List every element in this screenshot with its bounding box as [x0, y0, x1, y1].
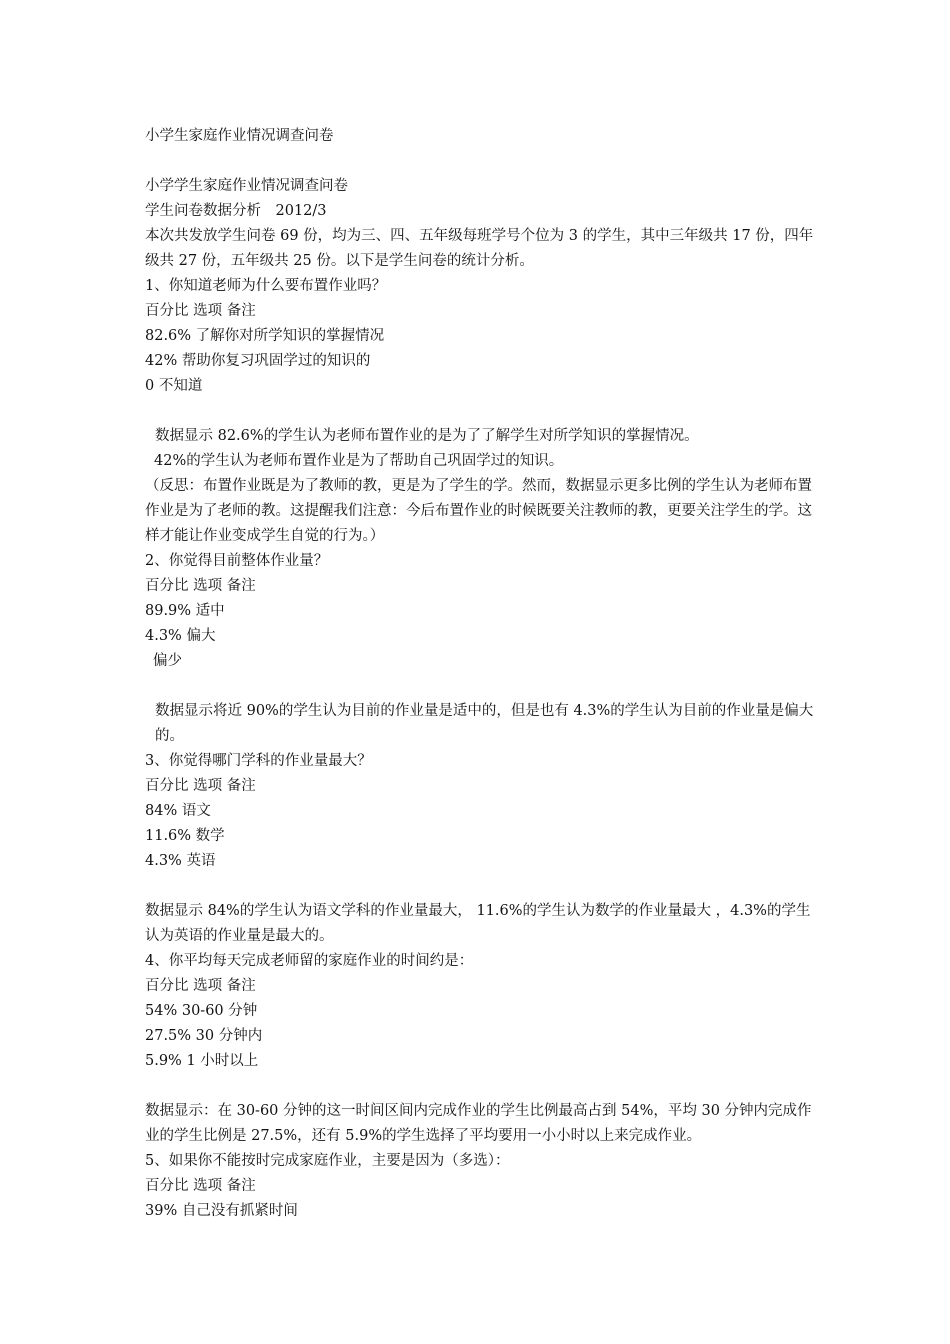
- q1-row-3: 0 不知道: [145, 378, 203, 394]
- q4-row-1: 54% 30-60 分钟: [145, 1003, 258, 1019]
- document-title: 小学生家庭作业情况调查问卷: [145, 128, 334, 144]
- q2-table-header: 百分比 选项 备注: [145, 578, 256, 594]
- q2-row-1: 89.9% 适中: [145, 603, 225, 619]
- q5-table-header: 百分比 选项 备注: [145, 1178, 256, 1194]
- q1-reflection: （反思：布置作业既是为了教师的教，更是为了学生的学。然而，数据显示更多比例的学生认为老师布置作业是为了老师的教。这提醒我们注意：今后布置作业的时候既要关注教师的教，更要关注学生的学。这样才能让作业变成学生自觉的行为。）: [145, 478, 812, 544]
- q1-question: 1、你知道老师为什么要布置作业吗？: [145, 278, 387, 294]
- q2-row-2: 4.3% 偏大: [145, 628, 216, 644]
- analysis-header: 学生问卷数据分析 2012/3: [145, 203, 327, 219]
- q4-question: 4、你平均每天完成老师留的家庭作业的时间约是：: [145, 953, 474, 969]
- q4-analysis: 数据显示：在 30-60 分钟的这一时间区间内完成作业的学生比例最高占到 54%，平均 30 分钟内完成作业的学生比例是 27.5%，还有 5.9%的学生选择了平均要用一小小时以上来完成作业。: [145, 1103, 812, 1144]
- spacer: [145, 1074, 815, 1099]
- q5-row-1: 39% 自己没有抓紧时间: [145, 1203, 298, 1219]
- q3-analysis: 数据显示 84%的学生认为语文学科的作业量最大， 11.6%的学生认为数学的作业量最大 ，4.3%的学生认为英语的作业量是最大的。: [145, 903, 811, 944]
- questionnaire-subtitle: 小学学生家庭作业情况调查问卷: [145, 178, 348, 194]
- q4-table-header: 百分比 选项 备注: [145, 978, 256, 994]
- q1-analysis-1: 数据显示 82.6%的学生认为老师布置作业的是为了了解学生对所学知识的掌握情况。: [155, 428, 699, 444]
- spacer: [145, 399, 815, 424]
- q2-analysis: 数据显示将近 90%的学生认为目前的作业量是适中的，但是也有 4.3%的学生认为目前的作业量是偏大的。: [155, 703, 814, 744]
- spacer: [145, 674, 815, 699]
- q2-row-3: 偏少: [153, 653, 182, 669]
- q3-row-2: 11.6% 数学: [145, 828, 225, 844]
- spacer: [145, 874, 815, 899]
- q3-row-3: 4.3% 英语: [145, 853, 216, 869]
- q5-question: 5、如果你不能按时完成家庭作业，主要是因为（多选）：: [145, 1153, 510, 1169]
- document-page: [145, 124, 815, 1224]
- q1-row-2: 42% 帮助你复习巩固学过的知识的: [145, 353, 371, 369]
- q1-row-1: 82.6% 了解你对所学知识的掌握情况: [145, 328, 385, 344]
- q4-row-2: 27.5% 30 分钟内: [145, 1028, 263, 1044]
- q1-table-header: 百分比 选项 备注: [145, 303, 256, 319]
- q3-row-1: 84% 语文: [145, 803, 211, 819]
- q2-question: 2、你觉得目前整体作业量？: [145, 553, 329, 569]
- q4-row-3: 5.9% 1 小时以上: [145, 1053, 259, 1069]
- intro-paragraph: 本次共发放学生问卷 69 份，均为三、四、五年级每班学号个位为 3 的学生，其中三年级共 17 份，四年级共 27 份，五年级共 25 份。以下是学生问卷的统计分析。: [145, 228, 814, 269]
- q3-question: 3、你觉得哪门学科的作业量最大？: [145, 753, 372, 769]
- q1-analysis-2: 42%的学生认为老师布置作业是为了帮助自己巩固学过的知识。: [154, 453, 564, 469]
- q3-table-header: 百分比 选项 备注: [145, 778, 256, 794]
